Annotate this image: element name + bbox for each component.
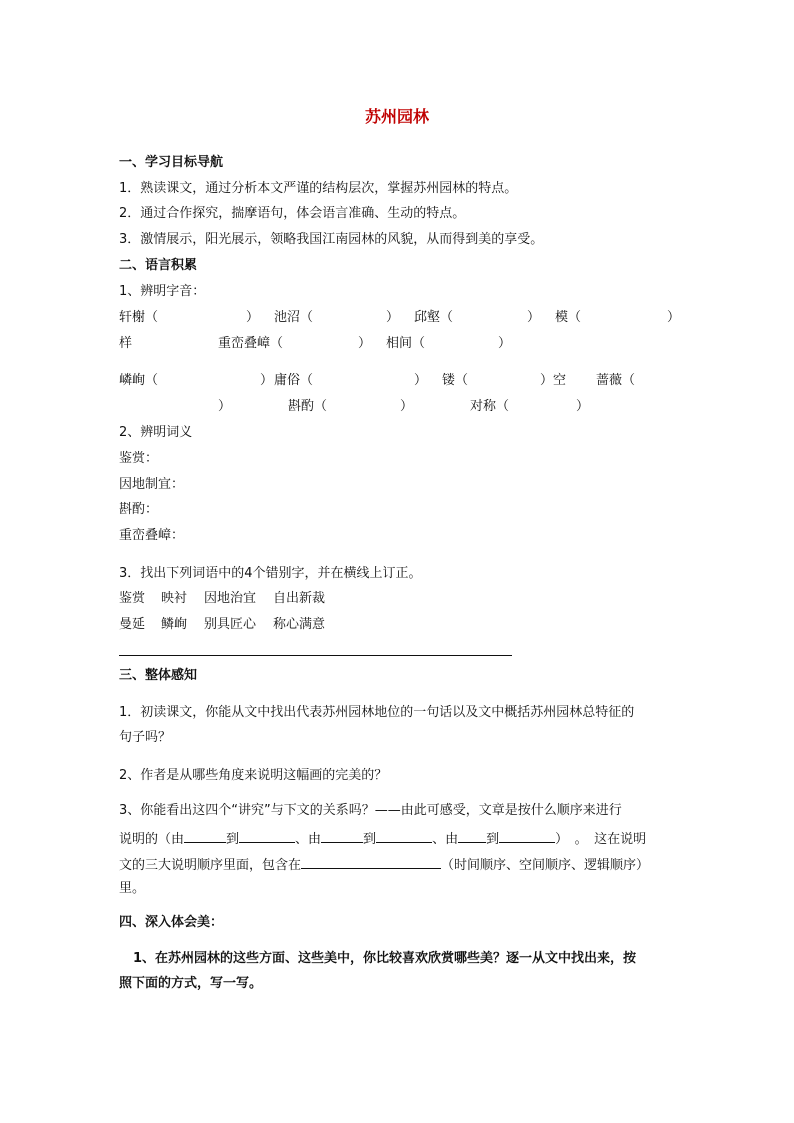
question-text: 到 [226, 832, 240, 847]
word-item: ）空 [540, 373, 567, 388]
question-text: 到 [363, 832, 377, 847]
section-heading-language: 二、语言积累 [119, 258, 198, 273]
word-item: 蔷薇（ [596, 373, 636, 388]
word-item: 映衬 [161, 591, 188, 606]
word-item: 自出新裁 [273, 591, 326, 606]
word-item: 对称（ [470, 399, 510, 414]
word-item: 镂（ [442, 373, 469, 388]
fill-blank[interactable] [458, 829, 486, 843]
word-item: 斟酌（ [288, 399, 328, 414]
fill-line [119, 829, 646, 848]
term-item: 因地制宜： [119, 477, 185, 492]
subheading-pronunciation: 1、辨明字音： [119, 284, 206, 299]
question-text: 、由 [295, 832, 322, 847]
question-text: 里。 [119, 881, 146, 896]
paren-close: ） [400, 399, 414, 414]
question-text: （时间顺序、空间顺序、逻辑顺序） [441, 858, 650, 873]
question-text: 1．初读课文，你能从文中找出代表苏州园林地位的一句话以及文中概括苏州园林总特征的 [119, 705, 635, 720]
word-item: 轩榭（ [119, 310, 159, 325]
fill-blank[interactable] [301, 855, 441, 869]
fill-blank[interactable] [239, 829, 295, 843]
paren-close: ） [527, 310, 541, 325]
word-item: 称心满意 [273, 617, 326, 632]
paren-close: ） [414, 373, 428, 388]
word-item: 样 [119, 336, 133, 351]
paren-close: ） [498, 336, 512, 351]
term-item: 鉴赏： [119, 451, 159, 466]
word-item: 鉴赏 [119, 591, 146, 606]
question-text: 1、在苏州园林的这些方面、这些美中，你比较喜欢欣赏哪些美？逐一从文中找出来，按 [133, 951, 637, 966]
question-text: 、由 [432, 832, 459, 847]
word-item: 鳞峋 [161, 617, 188, 632]
goal-item: 1．熟读课文，通过分析本文严谨的结构层次，掌握苏州园林的特点。 [119, 181, 518, 196]
word-item: 因地治宜 [204, 591, 257, 606]
paren-close: ） [260, 373, 274, 388]
question-text: 2、作者是从哪些角度来说明这幅画的完美的？ [119, 768, 388, 783]
question-text: 文的三大说明顺序里面，包含在 [119, 858, 302, 873]
question-text: 到 [486, 832, 500, 847]
paren-close: ） [218, 399, 232, 414]
section-heading-appreciation: 四、深入体会美： [119, 915, 224, 930]
word-item: 庸俗（ [274, 373, 314, 388]
word-item: 池沼（ [274, 310, 314, 325]
fill-line [119, 855, 649, 874]
paren-close: ） [246, 310, 260, 325]
fill-blank[interactable] [499, 829, 555, 843]
answer-line [119, 655, 512, 656]
question-text: 句子吗？ [119, 730, 172, 745]
section-heading-goals: 一、学习目标导航 [119, 155, 224, 170]
word-item: 模（ [555, 310, 582, 325]
section-heading-overall: 三、整体感知 [119, 668, 198, 683]
word-item: 别具匠心 [204, 617, 257, 632]
paren-close: ） [576, 399, 590, 414]
question-text: 说明的（由 [119, 832, 185, 847]
typo-question: 3．找出下列词语中的4个错别字，并在横线上订正。 [119, 566, 422, 581]
term-item: 斟酌： [119, 502, 159, 517]
question-text: 照下面的方式，写一写。 [119, 976, 263, 991]
paren-close: ） [667, 310, 681, 325]
word-item: 重峦叠嶂（ [218, 336, 284, 351]
goal-item: 3．激情展示，阳光展示，领略我国江南园林的风貌，从而得到美的享受。 [119, 232, 544, 247]
word-item: 相间（ [386, 336, 426, 351]
page-title: 苏州园林 [364, 107, 429, 126]
term-item: 重峦叠嶂： [119, 528, 185, 543]
fill-blank[interactable] [184, 829, 226, 843]
word-item: 嶙峋（ [119, 373, 159, 388]
paren-close: ） [358, 336, 372, 351]
subheading-meaning: 2、辨明词义 [119, 425, 193, 440]
fill-blank[interactable] [321, 829, 363, 843]
goal-item: 2．通过合作探究，揣摩语句，体会语言准确、生动的特点。 [119, 206, 466, 221]
word-item: 邱壑（ [414, 310, 454, 325]
fill-blank[interactable] [376, 829, 432, 843]
question-text: 3、你能看出这四个“讲究”与下文的关系吗？——由此可感受，文章是按什么顺序来进行 [119, 803, 622, 818]
word-item: 曼延 [119, 617, 146, 632]
paren-close: ） [386, 310, 400, 325]
question-text: ） 。 这在说明 [555, 832, 647, 847]
